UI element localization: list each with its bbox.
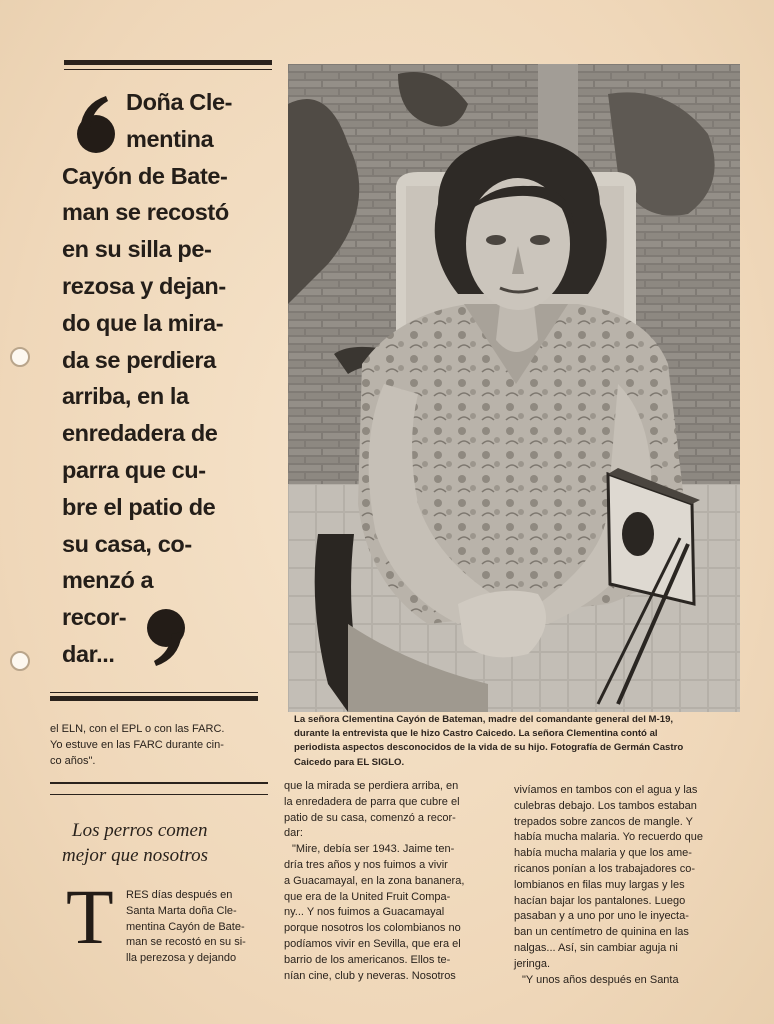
subheading-line: mejor que nosotros [62,845,209,866]
article-line: jeringa. [514,957,551,970]
article-line: vivíamos en tambos con el agua y las [514,784,698,796]
article-line: trepados sobre zancos de mangle. Y [514,815,693,828]
pull-quote-line: rezosa y dejan- [62,272,226,299]
pull-quote-line: dar... [62,640,115,667]
pull-quote-line: enredadera de [62,420,218,447]
pull-quote-line: da se perdiera [62,346,216,373]
pull-quote-line: Doña Cle- [126,89,233,115]
article-line: man se recostó en su si- [126,936,246,949]
article-line: había mucha malaria y que los ame- [514,847,692,860]
caption-line: periodista aspectos desconocidos de la vida de su hijo. Fotografía de Germán Castro [294,742,684,754]
article-line: a Guacamayal, en la zona bananera, [284,874,465,887]
article-line: hacían bajar los pantalones. Luego [514,894,686,907]
pull-quote-line: menzó a [62,567,154,594]
article-line: pasaban y a uno por uno le inyecta- [514,910,689,923]
article-line: lla perezosa y dejando [126,952,237,965]
fragment-line: el ELN, con el EPL o con las FARC. [50,723,225,735]
article-line: ny... Y nos fuimos a Guacamayal [284,906,445,919]
pull-quote-line: mentina [126,125,214,152]
article-line: mentina Cayón de Bate- [126,920,245,933]
pull-quote-line: arriba, en la [62,383,189,410]
section-rule-lower [50,794,268,795]
article-line: dar: [284,827,303,840]
pull-quote-bottom-rule-thin [50,692,258,693]
close-quote-icon [146,608,186,668]
binder-hole-top [10,347,30,367]
pull-quote-line: su casa, co- [62,530,192,557]
article-line: había mucha malaria. Yo recuerdo que [514,831,703,844]
article-line: RES días después en [126,889,233,901]
left-column-fragment [50,722,270,769]
article-line: patio de su casa, comenzó a recor- [284,811,456,824]
pull-quote-line: bre el patio de [62,493,216,520]
article-line: ricanos ponían a los trabajadores co- [514,862,695,875]
article-line: nalgas... Así, sin cambiar aguja ni [514,941,678,954]
binder-hole-bottom [10,651,30,671]
article-line: que era de la United Fruit Compa- [284,890,451,903]
article-line: culebras debajo. Los tambos estaban [514,799,697,812]
photo-portrait [288,64,740,712]
pull-quote-line: recor- [62,604,127,631]
photo-woman-in-chair [288,64,740,712]
fragment-line: Yo estuve en las FARC durante cin- [50,738,224,751]
article-line: porque nosotros los colombianos no [284,922,461,935]
article-line: lombianos en filas muy largas y les [514,878,685,891]
pull-quote-line: en su silla pe- [62,236,212,263]
photo-caption [294,713,734,770]
fragment-line: co años". [50,754,96,767]
pull-quote-top-rule-thin [64,69,272,70]
article-line: "Y unos años después en Santa [522,973,679,986]
pull-quote-line: do que la mira- [62,309,224,336]
drop-cap: T [66,873,114,960]
article-line: barrio de los americanos. Ellos te- [284,953,451,966]
article-line: nían cine, club y neveras. Nosotros [284,969,456,982]
section-rule-upper [50,782,268,784]
pull-quote-bottom-rule-thick [50,696,258,701]
article-column-3 [514,783,734,988]
caption-line: Caicedo para EL SIGLO. [294,756,405,768]
pull-quote-top-rule-thick [64,60,272,65]
article-line: podíamos vivir en Sevilla, que era el [284,937,461,950]
subheading-line: Los perros comen [72,820,208,841]
article-line: "Mire, debía ser 1943. Jaime ten- [292,843,455,856]
pull-quote [62,84,272,673]
article-line: ban un centímetro de quinina en las [514,926,689,939]
article-line: la enredadera de parra que cubre el [284,795,460,808]
pull-quote-line: man se recostó [62,199,229,226]
article-line: dría tres años y nos fuimos a vivir [284,858,448,871]
article-line: Santa Marta doña Cle- [126,904,237,917]
section-subheading [62,818,272,868]
caption-line: durante la entrevista que le hizo Castro Caicedo. La señora Clementina contó al [294,728,658,740]
article-column-1 [126,888,271,967]
pull-quote-line: parra que cu- [62,456,206,483]
article-line: que la mirada se perdiera arriba, en [284,780,459,792]
pull-quote-line: Cayón de Bate- [62,162,228,189]
caption-line: La señora Clementina Cayón de Bateman, madre del comandante general del M-19, [294,714,674,725]
article-column-2 [284,779,504,984]
